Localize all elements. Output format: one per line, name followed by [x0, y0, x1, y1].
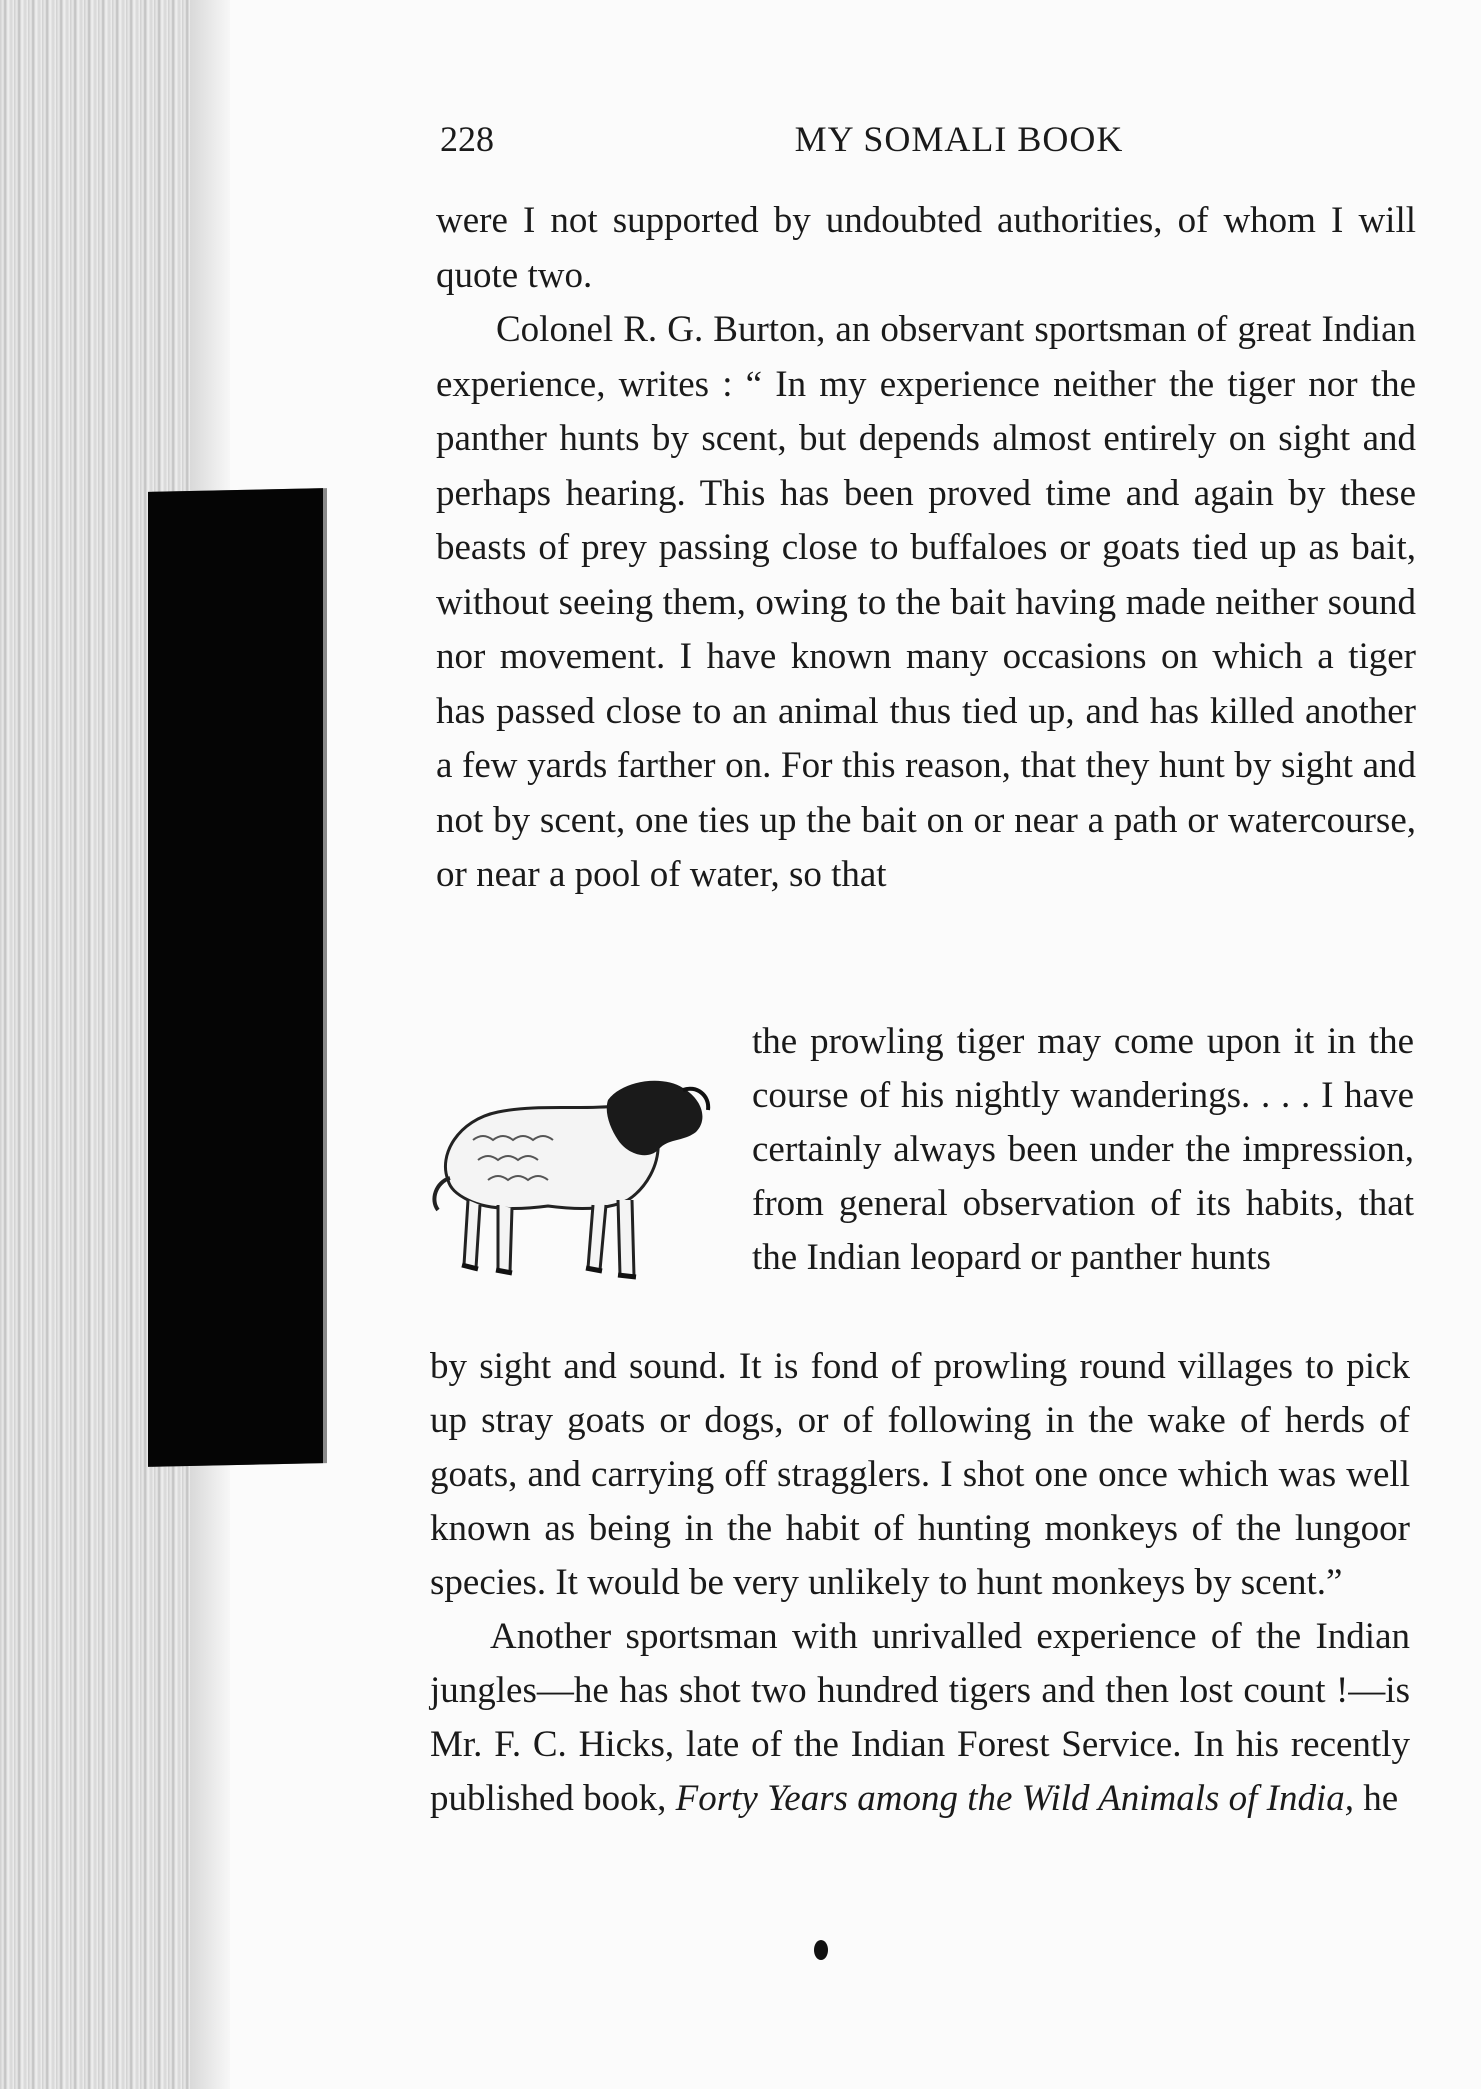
paragraph-continuation: were I not supported by undoubted authorities, of whom I will quote two.: [436, 200, 1416, 296]
page-header: [440, 118, 1418, 166]
page-number: 228: [440, 119, 494, 159]
bookmark-strip: [148, 488, 323, 1467]
paragraph-hicks: [430, 1610, 1410, 1826]
hicks-text-end: he: [1363, 1778, 1399, 1819]
hicks-text: Another sportsman with unrivalled experience of the Indian jungles—he has shot two hundred tigers and then lost count !—is Mr. F. C. Hicks, late of the Indian Forest Service. In his recently published book,: [430, 1616, 1410, 1819]
book-title: Forty Years among the Wild Animals of India,: [675, 1778, 1354, 1819]
text-block-lower: [430, 1340, 1410, 1826]
paragraph-wrap-segment: the prowling tiger may come upon it in the course of his nightly wanderings. . . . I have certainly always been under the impression, from general observation of its habits, that the Indian leopard or panther hunts: [752, 1021, 1414, 1278]
text-block-top: [436, 194, 1416, 903]
ink-mark: [814, 1940, 828, 1960]
text-block-wrapped: [752, 1015, 1414, 1285]
running-title: MY SOMALI BOOK: [794, 119, 1124, 159]
paragraph-burton-end: by sight and sound. It is fond of prowling round villages to pick up stray goats or dogs, or of following in the wake of herds of goats, and carrying off stragglers. I shot one once which was well known as being in the habit of hunting monkeys of the lungoor species. It would be very unlikely to hunt monkeys by scent.”: [430, 1346, 1410, 1603]
goat-illustration-icon: [428, 1060, 718, 1300]
paragraph-burton: Colonel R. G. Burton, an observant sportsman of great Indian experience, writes : “ In my experience neither the tiger nor the panther hunts by scent, but depends almost entirely on sight and perhaps hearing. This has been proved time and again by these beasts of prey passing close to buffaloes or goats tied up as bait, without seeing them, owing to the bait having made neither sound nor movement. I have known many occasions on which a tiger has passed close to an animal thus tied up, and has killed another a few yards farther on. For this reason, that they hunt by sight and not by scent, one ties up the bait on or near a path or watercourse, or near a pool of water, so that: [436, 309, 1416, 895]
